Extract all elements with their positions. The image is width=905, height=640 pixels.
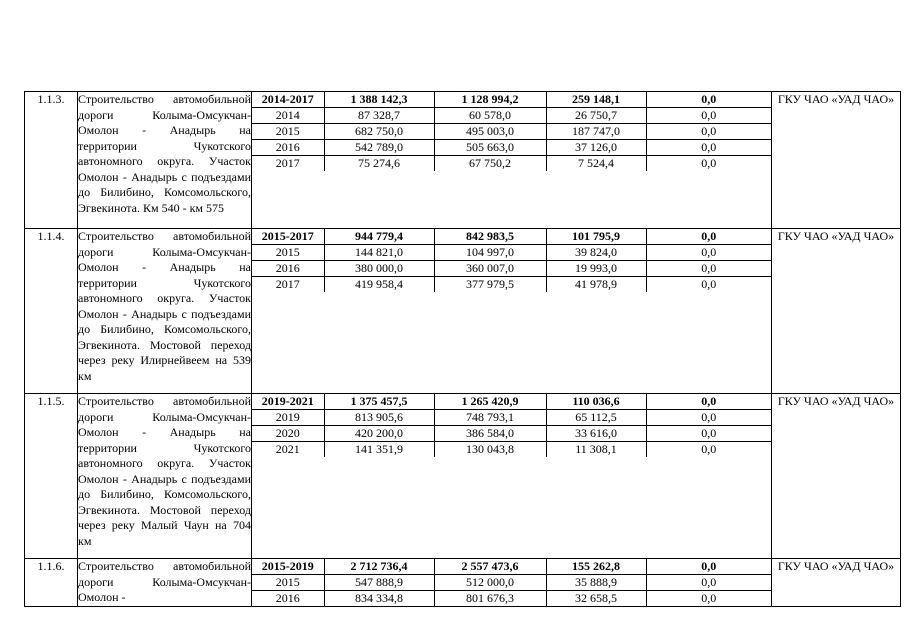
period-cell: 2019-2021 bbox=[252, 394, 324, 410]
budget-3-cell: 0,0 bbox=[646, 229, 771, 245]
budget-3-cell: 0,0 bbox=[646, 108, 771, 124]
budget-2-cell: 65 112,5 bbox=[546, 410, 646, 426]
budget-3-cell: 0,0 bbox=[646, 559, 771, 575]
budget-2-cell: 19 993,0 bbox=[546, 261, 646, 277]
program-table bbox=[24, 91, 901, 607]
period-cell: 2014 bbox=[252, 108, 324, 124]
financing-cell bbox=[252, 92, 772, 229]
total-cell: 813 905,6 bbox=[324, 410, 434, 426]
budget-1-cell: 505 663,0 bbox=[434, 140, 546, 156]
budget-1-cell: 842 983,5 bbox=[434, 229, 546, 245]
budget-2-cell: 11 308,1 bbox=[546, 442, 646, 458]
financing-total-row bbox=[252, 394, 771, 410]
total-cell: 1 375 457,5 bbox=[324, 394, 434, 410]
budget-1-cell: 748 793,1 bbox=[434, 410, 546, 426]
budget-2-cell: 187 747,0 bbox=[546, 124, 646, 140]
budget-3-cell: 0,0 bbox=[646, 426, 771, 442]
budget-3-cell: 0,0 bbox=[646, 261, 771, 277]
period-cell: 2016 bbox=[252, 261, 324, 277]
budget-1-cell: 377 979,5 bbox=[434, 277, 546, 293]
budget-3-cell: 0,0 bbox=[646, 245, 771, 261]
financing-table bbox=[252, 92, 771, 171]
budget-1-cell: 360 007,0 bbox=[434, 261, 546, 277]
total-cell: 944 779,4 bbox=[324, 229, 434, 245]
executor: ГКУ ЧАО «УАД ЧАО» bbox=[772, 229, 901, 394]
item-name: Строительство автомобильной дороги Колыма-Омсукчан-Омолон - bbox=[78, 559, 252, 607]
budget-1-cell: 104 997,0 bbox=[434, 245, 546, 261]
financing-year-row bbox=[252, 277, 771, 293]
period-cell: 2015 bbox=[252, 245, 324, 261]
budget-2-cell: 35 888,9 bbox=[546, 575, 646, 591]
total-cell: 87 328,7 bbox=[324, 108, 434, 124]
financing-cell bbox=[252, 229, 772, 394]
financing-year-row bbox=[252, 261, 771, 277]
budget-3-cell: 0,0 bbox=[646, 92, 771, 108]
budget-1-cell: 801 676,3 bbox=[434, 591, 546, 607]
total-cell: 420 200,0 bbox=[324, 426, 434, 442]
financing-year-row bbox=[252, 442, 771, 458]
period-cell: 2017 bbox=[275, 277, 300, 291]
financing-total-row bbox=[252, 92, 771, 108]
financing-year-row bbox=[252, 156, 771, 172]
financing-cell bbox=[252, 559, 772, 607]
total-cell: 682 750,0 bbox=[324, 124, 434, 140]
budget-2-cell: 110 036,6 bbox=[546, 394, 646, 410]
budget-3-cell: 0,0 bbox=[646, 394, 771, 410]
budget-1-cell: 1 128 994,2 bbox=[434, 92, 546, 108]
table-row bbox=[25, 229, 901, 394]
program-table-body bbox=[25, 92, 901, 607]
total-cell: 2 712 736,4 bbox=[324, 559, 434, 575]
budget-3-cell: 0,0 bbox=[646, 591, 771, 607]
budget-2-cell: 32 658,5 bbox=[546, 591, 646, 607]
total-cell: 834 334,8 bbox=[324, 591, 434, 607]
budget-2-cell: 37 126,0 bbox=[546, 140, 646, 156]
financing-year-row bbox=[252, 591, 771, 607]
period-cell: 2015 bbox=[252, 575, 324, 591]
budget-1-cell: 60 578,0 bbox=[434, 108, 546, 124]
financing-cell bbox=[252, 394, 772, 559]
financing-total-row bbox=[252, 229, 771, 245]
executor: ГКУ ЧАО «УАД ЧАО» bbox=[772, 92, 901, 229]
period-cell: 2017 bbox=[275, 156, 300, 170]
budget-2-cell: 41 978,9 bbox=[546, 277, 646, 293]
budget-1-cell: 495 003,0 bbox=[434, 124, 546, 140]
financing-year-row bbox=[252, 426, 771, 442]
item-number: 1.1.4. bbox=[25, 229, 78, 394]
budget-2-cell: 101 795,9 bbox=[546, 229, 646, 245]
financing-year-row bbox=[252, 575, 771, 591]
budget-2-cell: 155 262,8 bbox=[546, 559, 646, 575]
total-cell: 547 888,9 bbox=[324, 575, 434, 591]
financing-year-row bbox=[252, 124, 771, 140]
budget-1-cell: 67 750,2 bbox=[434, 156, 546, 172]
period-cell: 2016 bbox=[252, 140, 324, 156]
period-cell: 2020 bbox=[252, 426, 324, 442]
budget-1-cell: 130 043,8 bbox=[434, 442, 546, 458]
budget-2-cell: 26 750,7 bbox=[546, 108, 646, 124]
financing-year-row bbox=[252, 245, 771, 261]
total-cell: 75 274,6 bbox=[324, 156, 434, 172]
financing-year-row bbox=[252, 140, 771, 156]
budget-3-cell: 0,0 bbox=[646, 277, 771, 293]
financing-year-row bbox=[252, 410, 771, 426]
financing-table bbox=[252, 229, 771, 292]
executor: ГКУ ЧАО «УАД ЧАО» bbox=[772, 559, 901, 607]
budget-3-cell: 0,0 bbox=[646, 410, 771, 426]
financing-table bbox=[252, 394, 771, 457]
budget-1-cell: 1 265 420,9 bbox=[434, 394, 546, 410]
total-cell: 542 789,0 bbox=[324, 140, 434, 156]
total-cell: 1 388 142,3 bbox=[324, 92, 434, 108]
period-cell: 2021 bbox=[275, 442, 300, 456]
total-cell: 380 000,0 bbox=[324, 261, 434, 277]
item-number: 1.1.5. bbox=[25, 394, 78, 559]
budget-3-cell: 0,0 bbox=[646, 156, 771, 172]
period-cell: 2015-2019 bbox=[252, 559, 324, 575]
financing-total-row bbox=[252, 559, 771, 575]
budget-2-cell: 39 824,0 bbox=[546, 245, 646, 261]
total-cell: 141 351,9 bbox=[324, 442, 434, 458]
financing-table bbox=[252, 559, 771, 606]
budget-3-cell: 0,0 bbox=[646, 124, 771, 140]
table-row bbox=[25, 92, 901, 229]
item-name: Строительство автомобильной дороги Колыма-Омсукчан-Омолон - Анадырь на территории Чукотского автономного округа. Участок Омолон - Анадырь с подъездами до Билибино, Комсомольского, Эгвекинота. Км 540 - км 575 bbox=[78, 92, 252, 229]
budget-3-cell: 0,0 bbox=[646, 442, 771, 458]
item-name: Строительство автомобильной дороги Колыма-Омсукчан-Омолон - Анадырь на территории Чукотского автономного округа. Участок Омолон - Анадырь с подъездами до Билибино, Комсомольского, Эгвекинота. Мостовой переход через реку Илирнейвеем на 539 км bbox=[78, 229, 252, 394]
budget-3-cell: 0,0 bbox=[646, 575, 771, 591]
financing-year-row bbox=[252, 108, 771, 124]
table-row bbox=[25, 394, 901, 559]
budget-2-cell: 259 148,1 bbox=[546, 92, 646, 108]
budget-2-cell: 33 616,0 bbox=[546, 426, 646, 442]
item-number: 1.1.3. bbox=[25, 92, 78, 229]
total-cell: 419 958,4 bbox=[324, 277, 434, 293]
period-cell: 2016 bbox=[275, 591, 300, 605]
budget-1-cell: 512 000,0 bbox=[434, 575, 546, 591]
item-name: Строительство автомобильной дороги Колыма-Омсукчан-Омолон - Анадырь на территории Чукотского автономного округа. Участок Омолон - Анадырь с подъездами до Билибино, Комсомольского, Эгвекинота. Мостовой переход через реку Малый Чаун на 704 км bbox=[78, 394, 252, 559]
table-row bbox=[25, 559, 901, 607]
item-number: 1.1.6. bbox=[25, 559, 78, 607]
budget-2-cell: 7 524,4 bbox=[546, 156, 646, 172]
budget-1-cell: 2 557 473,6 bbox=[434, 559, 546, 575]
period-cell: 2014-2017 bbox=[252, 92, 324, 108]
period-cell: 2015-2017 bbox=[252, 229, 324, 245]
total-cell: 144 821,0 bbox=[324, 245, 434, 261]
period-cell: 2015 bbox=[252, 124, 324, 140]
executor: ГКУ ЧАО «УАД ЧАО» bbox=[772, 394, 901, 559]
period-cell: 2019 bbox=[252, 410, 324, 426]
budget-1-cell: 386 584,0 bbox=[434, 426, 546, 442]
budget-3-cell: 0,0 bbox=[646, 140, 771, 156]
